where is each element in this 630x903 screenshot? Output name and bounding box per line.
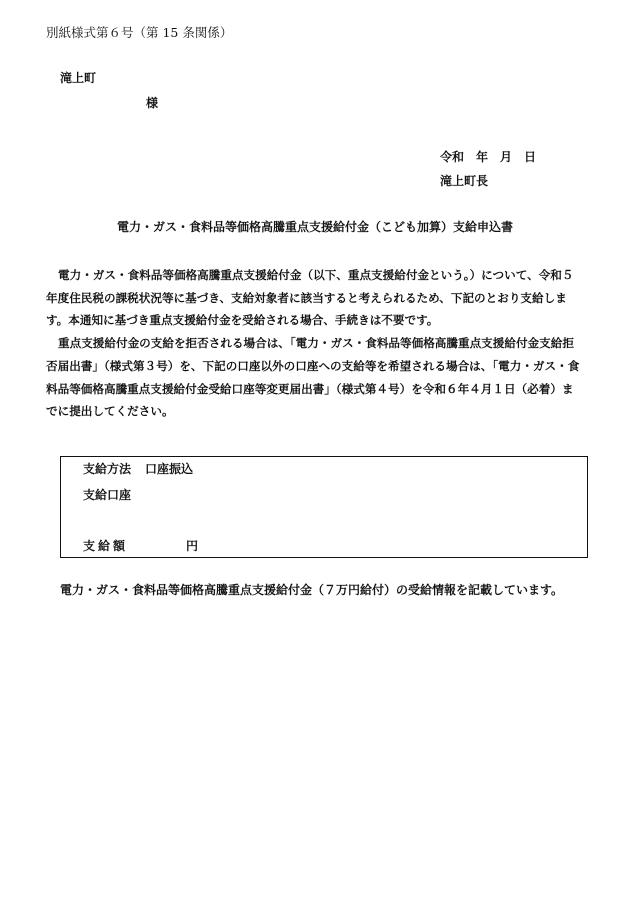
payment-method-label: 支給方法	[83, 462, 132, 476]
recipient-town: 滝上町	[60, 71, 97, 85]
form-number-label: 別紙様式第６号（第 15 条関係）	[46, 25, 233, 40]
payment-amount-unit: 円	[186, 539, 199, 553]
issuer-name: 滝上町長	[440, 174, 489, 188]
payment-account-row	[83, 486, 131, 503]
body-paragraph-2: 重点支援給付金の支給を拒否される場合は、「電力・ガス・食料品等価格高騰重点支援給付金支給拒否届出書」（様式第３号）を、下記の口座以外の口座への支給等を希望される場合は、「電力・ガス・食料品等価格高騰重点支援給付金受給口座等変更届出書」（様式第４号）を令和６年４月１日（必着）までに提出してください。	[46, 336, 580, 419]
payment-amount-row	[83, 537, 198, 554]
payment-details-box	[60, 456, 588, 558]
body-paragraph-1: 電力・ガス・食料品等価格高騰重点支援給付金（以下、重点支援給付金という。）について、令和５年度住民税の課税状況等に基づき、支給対象者に該当すると考えられるため、下記のとおり支給します。本通知に基づき重点支援給付金を受給される場合、手続きは不要です。	[46, 268, 574, 328]
footer-note: 電力・ガス・食料品等価格高騰重点支援給付金（７万円給付）の受給情報を記載しています。	[60, 583, 564, 597]
payment-method-row	[83, 460, 193, 477]
payment-method-value: 口座振込	[145, 462, 194, 476]
payment-account-label: 支給口座	[83, 488, 132, 502]
recipient-honorific: 様	[146, 96, 159, 110]
document-title: 電力・ガス・食料品等価格高騰重点支援給付金（こども加算）支給申込書	[116, 220, 513, 234]
date-line: 令和 年 月 日	[440, 150, 537, 164]
body-text	[46, 264, 582, 423]
payment-amount-label: 支給額	[83, 539, 129, 553]
